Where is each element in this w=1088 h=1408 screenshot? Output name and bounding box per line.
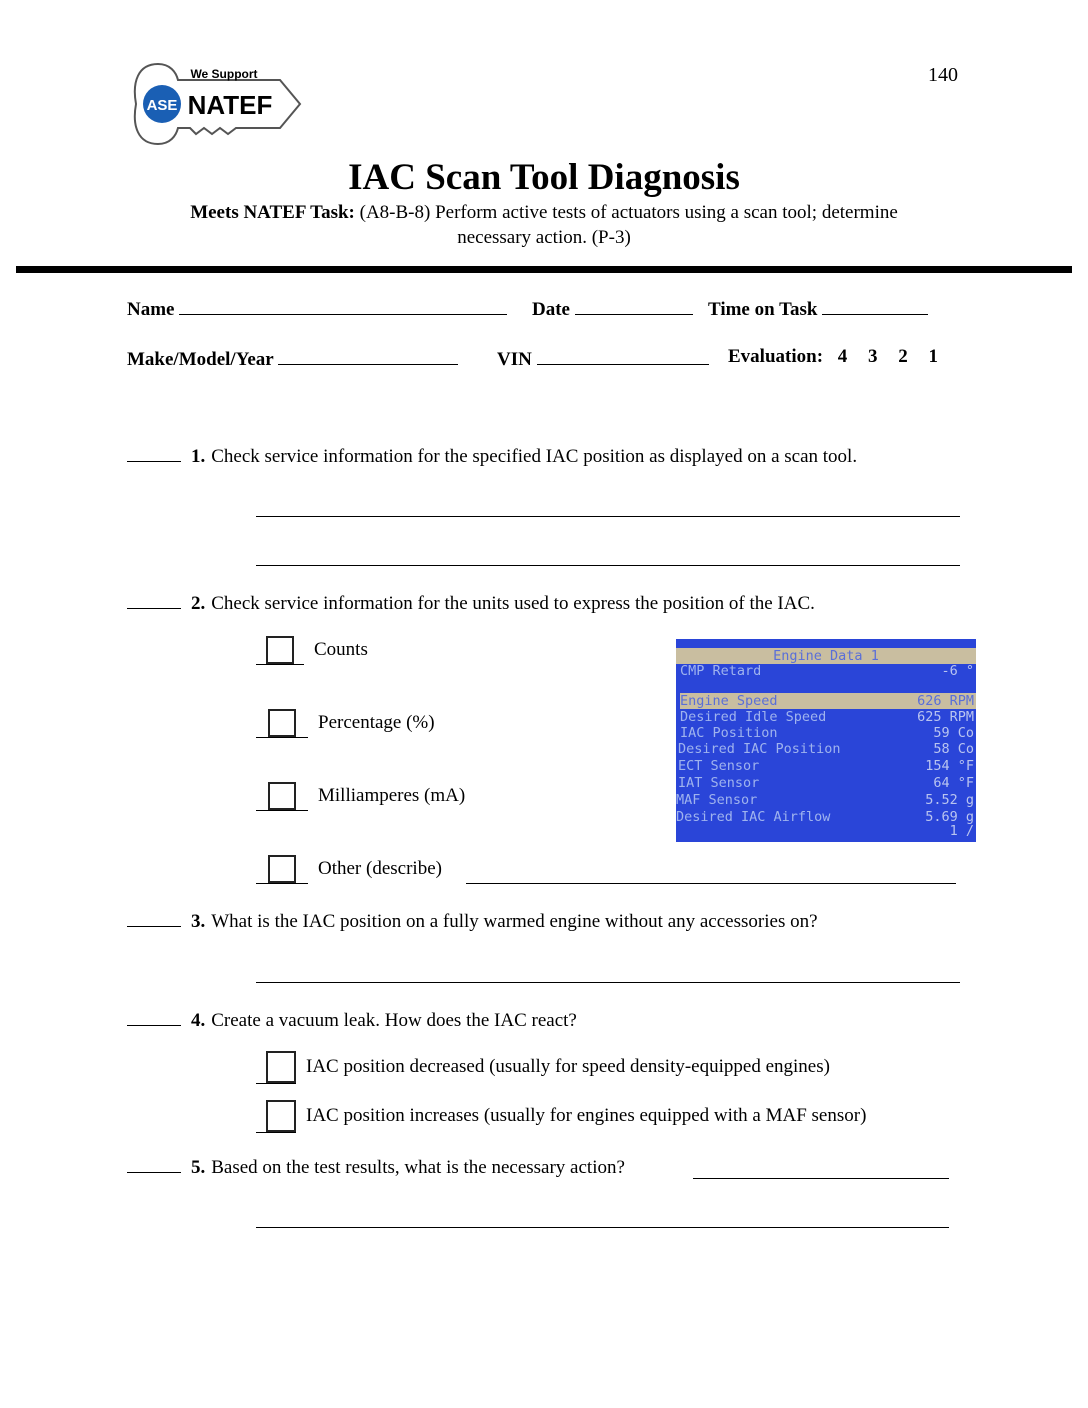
scan-label: IAT Sensor [678, 775, 760, 791]
checkbox-wrap [256, 782, 308, 811]
scan-value: 58 Co [933, 741, 974, 757]
checkbox-wrap [256, 855, 308, 884]
scan-page-indicator: 1 / [949, 823, 974, 839]
svg-text:NATEF: NATEF [187, 90, 273, 120]
q5-text: Based on the test results, what is the necessary action? [211, 1157, 625, 1178]
option-counts[interactable] [256, 636, 368, 665]
option-label: IAC position increases (usually for engines equipped with a MAF sensor) [306, 1104, 867, 1126]
time-on-task-field[interactable] [708, 296, 928, 321]
scan-value: 625 RPM [917, 709, 974, 725]
q2-score-blank[interactable] [127, 608, 181, 609]
natef-task [100, 200, 988, 250]
score-3[interactable]: 3 [868, 346, 878, 367]
scan-label: MAF Sensor [676, 792, 758, 808]
vin-field[interactable] [497, 346, 709, 371]
scan-label: CMP Retard [680, 663, 762, 679]
scan-value: -6 ° [941, 663, 974, 679]
divider [16, 266, 1072, 273]
q3-number: 3. [191, 911, 206, 932]
key-logo-icon [130, 58, 310, 150]
q1-answer-line-2[interactable] [256, 565, 960, 566]
scan-value: 5.52 g [925, 792, 974, 808]
task-text-cont: necessary action. (P-3) [457, 227, 631, 248]
scan-value: 626 RPM [917, 693, 974, 709]
scan-value: 5.69 g [925, 809, 974, 825]
date-input[interactable] [575, 296, 693, 315]
task-text: (A8-B-8) Perform active tests of actuators using a scan tool; determine [359, 202, 898, 223]
scan-label: Engine Speed [680, 693, 778, 709]
score-1[interactable]: 1 [928, 346, 939, 367]
q4-number: 4. [191, 1010, 206, 1031]
scan-row [680, 709, 976, 725]
checkbox-wrap [256, 709, 308, 738]
scan-value: 64 °F [933, 775, 974, 791]
scan-label: ECT Sensor [678, 758, 760, 774]
option-label: Counts [314, 638, 368, 660]
scan-header: Engine Data 1 [676, 648, 976, 664]
milliamperes-checkbox[interactable] [268, 782, 296, 810]
q4-score-blank[interactable] [127, 1025, 181, 1026]
q3-answer-line[interactable] [256, 982, 960, 983]
q1-answer-line-1[interactable] [256, 516, 960, 517]
checkbox-wrap [256, 1051, 296, 1084]
scan-row [676, 792, 976, 808]
q2-number: 2. [191, 593, 206, 614]
name-label: Name [127, 299, 175, 320]
question-4 [127, 1010, 577, 1032]
date-field[interactable] [532, 296, 693, 321]
scan-page [680, 823, 976, 839]
scan-tool-screen-image [676, 639, 976, 842]
time-on-task-label: Time on Task [708, 299, 818, 320]
scan-row [680, 725, 976, 741]
q5-number: 5. [191, 1157, 206, 1178]
make-model-year-label: Make/Model/Year [127, 349, 274, 370]
q3-text: What is the IAC position on a fully warmed engine without any accessories on? [211, 911, 818, 932]
scan-row [678, 741, 976, 757]
iac-increases-checkbox[interactable] [266, 1100, 296, 1132]
natef-logo [130, 58, 310, 150]
evaluation-field [728, 346, 938, 368]
option-iac-increases[interactable] [256, 1100, 866, 1133]
other-describe-line[interactable] [466, 883, 956, 884]
scan-label: Desired IAC Position [678, 741, 841, 757]
counts-checkbox[interactable] [266, 636, 294, 664]
svg-text:We Support: We Support [190, 67, 258, 81]
q3-score-blank[interactable] [127, 926, 181, 927]
name-input[interactable] [179, 296, 507, 315]
q1-number: 1. [191, 446, 206, 467]
q5-score-blank[interactable] [127, 1172, 181, 1173]
option-label: Milliamperes (mA) [318, 784, 466, 806]
time-on-task-input[interactable] [822, 296, 928, 315]
q1-score-blank[interactable] [127, 461, 181, 462]
scan-label: Desired Idle Speed [680, 709, 827, 725]
make-model-year-input[interactable] [278, 346, 458, 365]
scan-label: IAC Position [680, 725, 778, 741]
task-label: Meets NATEF Task: [190, 202, 355, 223]
scan-row [678, 775, 976, 791]
page-title: IAC Scan Tool Diagnosis [348, 157, 740, 198]
question-3 [127, 911, 818, 933]
q5-answer-line-2[interactable] [256, 1227, 949, 1228]
option-other[interactable] [256, 855, 442, 884]
percentage-checkbox[interactable] [268, 709, 296, 737]
scan-row-cmp [680, 663, 976, 679]
page-number: 140 [928, 64, 958, 86]
vin-label: VIN [497, 349, 532, 370]
question-2 [127, 593, 815, 615]
question-1 [127, 446, 857, 468]
scan-row [678, 758, 976, 774]
option-label: Percentage (%) [318, 711, 435, 733]
make-model-year-field[interactable] [127, 346, 458, 371]
scan-row [680, 693, 976, 709]
scan-value: 59 Co [933, 725, 974, 741]
q1-text: Check service information for the specified IAC position as displayed on a scan tool. [211, 446, 858, 467]
iac-decreased-checkbox[interactable] [266, 1051, 296, 1083]
checkbox-wrap [256, 1100, 296, 1133]
name-field[interactable] [127, 296, 507, 321]
option-percentage[interactable] [256, 709, 435, 738]
score-2[interactable]: 2 [898, 346, 908, 367]
option-iac-decreased[interactable] [256, 1051, 830, 1084]
option-milliamperes[interactable] [256, 782, 465, 811]
checkbox-wrap [256, 636, 304, 665]
scan-value: 154 °F [925, 758, 974, 774]
q2-text: Check service information for the units used to express the position of the IAC. [211, 593, 815, 614]
q4-text: Create a vacuum leak. How does the IAC react? [211, 1010, 577, 1031]
other-checkbox[interactable] [268, 855, 296, 883]
question-5 [127, 1157, 625, 1179]
score-4[interactable]: 4 [837, 346, 848, 367]
scan-label: Desired IAC Airflow [676, 809, 831, 825]
evaluation-label: Evaluation: [728, 346, 824, 367]
q5-answer-line-1[interactable] [693, 1178, 949, 1179]
svg-text:ASE: ASE [146, 97, 178, 114]
option-label: Other (describe) [318, 857, 442, 879]
date-label: Date [532, 299, 570, 320]
vin-input[interactable] [537, 346, 709, 365]
option-label: IAC position decreased (usually for speed density-equipped engines) [306, 1055, 830, 1077]
